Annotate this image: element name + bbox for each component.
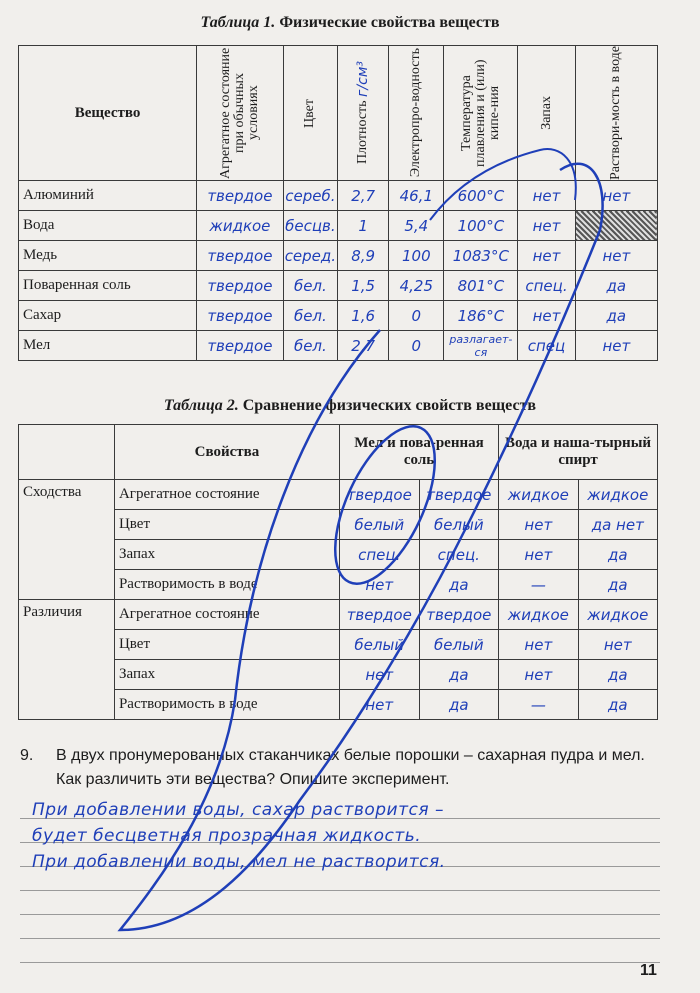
density-value: 1,6 bbox=[338, 301, 389, 331]
table-row bbox=[19, 660, 658, 690]
temperature-value: 801°C bbox=[444, 271, 518, 301]
table1-title-text: Физические свойства веществ bbox=[279, 14, 500, 31]
cell-value: да bbox=[419, 690, 499, 720]
cell-value: — bbox=[499, 690, 578, 720]
density-value: 2,7 bbox=[338, 331, 389, 361]
cell-value: нет bbox=[499, 510, 578, 540]
smell-value: нет bbox=[518, 301, 575, 331]
answer-line-2: будет бесцветная прозрачная жидкость. bbox=[32, 826, 422, 846]
conductivity-value: 100 bbox=[389, 241, 444, 271]
color-value: бел. bbox=[283, 331, 338, 361]
task-9 bbox=[20, 744, 670, 792]
table2-title bbox=[0, 397, 700, 415]
table2-header-row bbox=[19, 425, 658, 480]
smell-value: спец bbox=[518, 331, 575, 361]
cell-value: белый bbox=[419, 510, 499, 540]
cell-value: да bbox=[578, 660, 657, 690]
group-similarities: Сходства bbox=[19, 480, 115, 600]
cell-value: твердое bbox=[339, 600, 419, 630]
substance-name: Сахар bbox=[19, 301, 197, 331]
header-density: Плотность г/см³ bbox=[355, 61, 372, 165]
color-value: сереб. bbox=[283, 181, 338, 211]
header-chalk-salt: Мел и пова-ренная соль bbox=[339, 425, 498, 480]
header-state: Агрегатное состояние при обычных условиях bbox=[217, 47, 261, 179]
header-substance: Вещество bbox=[19, 46, 197, 181]
cell-value: да bbox=[578, 570, 657, 600]
smell-value: нет bbox=[518, 211, 575, 241]
smell-value: нет bbox=[518, 181, 575, 211]
property-label: Растворимость в воде bbox=[114, 690, 339, 720]
ruled-line bbox=[20, 939, 660, 963]
substance-name: Медь bbox=[19, 241, 197, 271]
cell-value: нет bbox=[339, 660, 419, 690]
state-value: твердое bbox=[197, 301, 283, 331]
cell-value: спец. bbox=[419, 540, 499, 570]
property-label: Растворимость в воде bbox=[114, 570, 339, 600]
conductivity-value: 46,1 bbox=[389, 181, 444, 211]
property-label: Запах bbox=[114, 540, 339, 570]
solubility-value: да bbox=[575, 271, 657, 301]
state-value: твердое bbox=[197, 181, 283, 211]
conductivity-value: 5,4 bbox=[389, 211, 444, 241]
substance-name: Поваренная соль bbox=[19, 271, 197, 301]
cell-value: твердое bbox=[419, 480, 499, 510]
header-properties: Свойства bbox=[114, 425, 339, 480]
cell-value: да bbox=[419, 660, 499, 690]
hatched-cell bbox=[575, 211, 657, 241]
header-smell: Запах bbox=[538, 96, 554, 130]
color-value: бел. bbox=[283, 301, 338, 331]
cell-value: твердое bbox=[339, 480, 419, 510]
cell-value: жидкое bbox=[578, 600, 657, 630]
conductivity-value: 4,25 bbox=[389, 271, 444, 301]
table-row bbox=[19, 181, 658, 211]
table-row bbox=[19, 271, 658, 301]
answer-line-1: При добавлении воды, сахар растворится – bbox=[32, 800, 444, 820]
table-row bbox=[19, 600, 658, 630]
task-text: В двух пронумерованных стаканчиках белые порошки – сахарная пудра и мел. Как различить эти вещества? Опишите эксперимент. bbox=[56, 747, 645, 788]
cell-value: белый bbox=[339, 510, 419, 540]
table1-title-prefix: Таблица 1. bbox=[200, 14, 276, 31]
temperature-value: 1083°C bbox=[444, 241, 518, 271]
temperature-value: разлагает-ся bbox=[444, 331, 518, 361]
temperature-value: 600°C bbox=[444, 181, 518, 211]
density-value: 1,5 bbox=[338, 271, 389, 301]
cell-value: нет bbox=[499, 630, 578, 660]
table-row bbox=[19, 211, 658, 241]
table2-title-prefix: Таблица 2. bbox=[163, 397, 239, 414]
physical-properties-table bbox=[18, 45, 658, 361]
state-value: жидкое bbox=[197, 211, 283, 241]
table-row bbox=[19, 510, 658, 540]
table-row bbox=[19, 570, 658, 600]
cell-value: нет bbox=[339, 570, 419, 600]
conductivity-value: 0 bbox=[389, 301, 444, 331]
state-value: твердое bbox=[197, 271, 283, 301]
density-value: 1 bbox=[338, 211, 389, 241]
table1-title bbox=[0, 14, 700, 32]
cell-value: нет bbox=[578, 630, 657, 660]
header-color: Цвет bbox=[302, 98, 318, 128]
smell-value: спец. bbox=[518, 271, 575, 301]
table-row bbox=[19, 301, 658, 331]
property-label: Запах bbox=[114, 660, 339, 690]
group-differences: Различия bbox=[19, 600, 115, 720]
header-water-ammonia: Вода и наша-тырный спирт bbox=[499, 425, 658, 480]
header-conductivity: Электропро-водность bbox=[408, 48, 424, 178]
solubility-value: да bbox=[575, 301, 657, 331]
task-number: 9. bbox=[20, 747, 34, 764]
density-unit: г/см³ bbox=[355, 61, 372, 98]
table-row bbox=[19, 480, 658, 510]
solubility-value: нет bbox=[575, 241, 657, 271]
ruled-line bbox=[20, 915, 660, 939]
cell-value: да нет bbox=[578, 510, 657, 540]
header-empty bbox=[19, 425, 115, 480]
header-temperature: Температура плавления и (или) кипе-ния bbox=[458, 59, 502, 167]
property-label: Агрегатное состояние bbox=[114, 480, 339, 510]
cell-value: жидкое bbox=[578, 480, 657, 510]
table-row bbox=[19, 331, 658, 361]
state-value: твердое bbox=[197, 331, 283, 361]
table-row bbox=[19, 540, 658, 570]
ruled-line bbox=[20, 891, 660, 915]
property-label: Цвет bbox=[114, 510, 339, 540]
table2-title-text: Сравнение физических свойств веществ bbox=[242, 397, 537, 414]
substance-name: Вода bbox=[19, 211, 197, 241]
cell-value: нет bbox=[499, 540, 578, 570]
solubility-value: нет bbox=[575, 331, 657, 361]
header-solubility: Раствори-мость в воде bbox=[608, 46, 624, 180]
table-row bbox=[19, 690, 658, 720]
answer-lines bbox=[20, 795, 660, 963]
cell-value: спец. bbox=[339, 540, 419, 570]
color-value: серед. bbox=[283, 241, 338, 271]
property-label: Агрегатное состояние bbox=[114, 600, 339, 630]
cell-value: да bbox=[578, 540, 657, 570]
property-label: Цвет bbox=[114, 630, 339, 660]
substance-name: Мел bbox=[19, 331, 197, 361]
temperature-value: 186°C bbox=[444, 301, 518, 331]
color-value: бесцв. bbox=[283, 211, 338, 241]
cell-value: жидкое bbox=[499, 480, 578, 510]
cell-value: да bbox=[578, 690, 657, 720]
cell-value: да bbox=[419, 570, 499, 600]
smell-value: нет bbox=[518, 241, 575, 271]
cell-value: нет bbox=[339, 690, 419, 720]
density-value: 2,7 bbox=[338, 181, 389, 211]
state-value: твердое bbox=[197, 241, 283, 271]
cell-value: твердое bbox=[419, 600, 499, 630]
table-row bbox=[19, 630, 658, 660]
cell-value: белый bbox=[339, 630, 419, 660]
solubility-value: нет bbox=[575, 181, 657, 211]
conductivity-value: 0 bbox=[389, 331, 444, 361]
comparison-table bbox=[18, 424, 658, 720]
cell-value: нет bbox=[499, 660, 578, 690]
page-number: 11 bbox=[640, 962, 657, 979]
answer-line-3: При добавлении воды, мел не растворится. bbox=[32, 852, 446, 872]
cell-value: белый bbox=[419, 630, 499, 660]
table1-header-row bbox=[19, 46, 658, 181]
cell-value: жидкое bbox=[499, 600, 578, 630]
table-row bbox=[19, 241, 658, 271]
color-value: бел. bbox=[283, 271, 338, 301]
cell-value: — bbox=[499, 570, 578, 600]
temperature-value: 100°C bbox=[444, 211, 518, 241]
substance-name: Алюминий bbox=[19, 181, 197, 211]
density-value: 8,9 bbox=[338, 241, 389, 271]
